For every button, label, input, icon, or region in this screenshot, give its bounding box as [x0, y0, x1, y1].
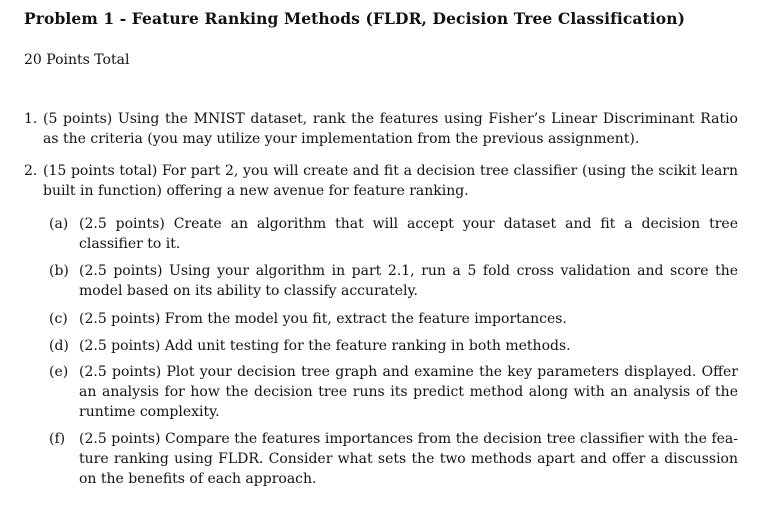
subquestion-text: (2.5 points) Compare the features importances from the decision tree classifier with the fea- ture ranking using FLDR. Consider what sets the two methods apart and offer a discussion on the benefits of each approach.: [79, 431, 738, 487]
subquestion-label: (e): [49, 364, 69, 380]
subquestion-label: (a): [49, 216, 69, 232]
subquestion-f: [49, 429, 738, 489]
points-total: 20 Points Total: [24, 52, 130, 68]
subquestion-a: [49, 214, 738, 254]
question-2: [24, 161, 738, 201]
question-number: 2.: [24, 163, 38, 179]
subquestion-label: (b): [49, 263, 69, 279]
subquestion-d: [49, 336, 738, 356]
subquestion-label: (f): [49, 431, 66, 447]
subquestion-text: (2.5 points) Create an algorithm that will accept your dataset and fit a decision tree classifier to it.: [79, 216, 738, 252]
subquestion-b: [49, 261, 738, 301]
subquestion-c: [49, 309, 738, 329]
subquestion-text: (2.5 points) Add unit testing for the feature ranking in both methods.: [79, 338, 571, 354]
subquestion-text: (2.5 points) Plot your decision tree graph and examine the key parameters displayed. Offer an analysis for how the decision tree runs its predict method along with an analysis of the runtime complexity.: [79, 364, 738, 420]
question-number: 1.: [24, 111, 38, 127]
subquestion-e: [49, 362, 738, 422]
problem-title: Problem 1 - Feature Ranking Methods (FLDR, Decision Tree Classification): [24, 9, 686, 28]
question-text: (5 points) Using the MNIST dataset, rank the features using Fisher’s Linear Discriminant Ratio as the criteria (you may utilize your implementation from the previous assignment).: [43, 111, 738, 147]
question-1: [24, 109, 738, 149]
subquestion-text: (2.5 points) From the model you fit, extract the feature importances.: [79, 311, 567, 327]
question-text: (15 points total) For part 2, you will create and fit a decision tree classifier (using the scikit learn built in function) offering a new avenue for feature ranking.: [43, 163, 738, 199]
subquestion-label: (c): [49, 311, 68, 327]
subquestion-label: (d): [49, 338, 69, 354]
subquestion-text: (2.5 points) Using your algorithm in part 2.1, run a 5 fold cross validation and score the model based on its ability to classify accurately.: [79, 263, 738, 299]
